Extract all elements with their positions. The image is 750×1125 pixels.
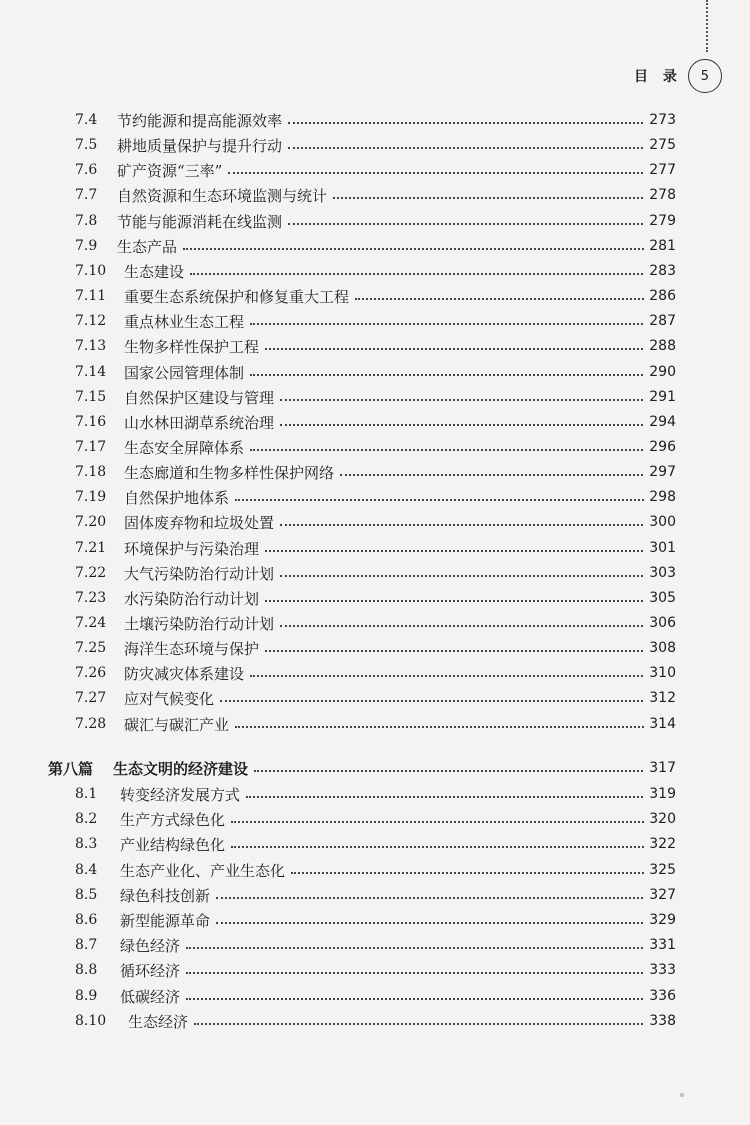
toc-entry[interactable] [0,309,750,333]
toc-entry[interactable] [0,686,750,710]
toc-entry-number: 7.5 [75,137,101,153]
toc-entry-number: 7.28 [75,716,110,732]
toc-entry-page: 306 [645,615,680,631]
toc-entry-title: 自然保护地体系 [124,487,233,508]
part-page: 317 [645,760,680,776]
toc-dot-leader [190,273,655,275]
toc-entry[interactable] [0,908,750,932]
toc-dot-leader [288,147,655,149]
toc-entry-title: 水污染防治行动计划 [124,588,263,609]
toc-entry-page: 277 [645,162,680,178]
toc-dot-leader [280,625,655,627]
toc-entry-title: 生态安全屏障体系 [124,437,248,458]
toc-entry-number: 7.27 [75,690,110,706]
toc-entry-number: 7.10 [75,263,110,279]
toc-entry-title: 耕地质量保护与提升行动 [117,135,286,156]
toc-entry-title: 重要生态系统保护和修复重大工程 [124,286,353,307]
toc-dot-leader [254,770,655,772]
toc-entry-page: 300 [645,514,680,530]
toc-entry-page: 279 [645,213,680,229]
toc-entry-page: 278 [645,187,680,203]
part-label: 第八篇 [48,758,99,779]
toc-entry[interactable] [0,832,750,856]
toc-dot-leader [265,650,655,652]
toc-dot-leader [291,872,655,874]
toc-entry[interactable] [0,858,750,882]
toc-entry-title: 节能与能源消耗在线监测 [117,211,286,232]
toc-entry-number: 7.9 [75,238,101,254]
toc-entry[interactable] [0,334,750,358]
toc-dot-leader [265,348,655,350]
toc-entry-title: 生态产品 [117,236,181,257]
toc-dot-leader [250,323,655,325]
toc-dot-leader [250,675,655,677]
toc-entry-title: 生态产业化、产业生态化 [120,860,289,881]
page-number-badge: 5 [688,59,722,93]
toc-dot-leader [186,998,655,1000]
toc-entry-number: 7.19 [75,489,110,505]
toc-entry-title: 碳汇与碳汇产业 [124,714,233,735]
toc-dot-leader [220,700,655,702]
toc-entry-title: 生产方式绿色化 [120,809,229,830]
part-title: 生态文明的经济建设 [113,758,252,779]
toc-dot-leader [246,796,655,798]
toc-entry-title: 转变经济发展方式 [120,784,244,805]
toc-entry-page: 290 [645,364,680,380]
toc-entry[interactable] [0,984,750,1008]
toc-entry[interactable] [0,958,750,982]
toc-entry-title: 防灾减灾体系建设 [124,663,248,684]
toc-entry-page: 322 [645,836,680,852]
toc-entry-number: 7.23 [75,590,110,606]
toc-entry-page: 338 [645,1013,680,1029]
toc-dot-leader [250,374,655,376]
toc-entry-number: 7.22 [75,565,110,581]
toc-dot-leader [250,449,655,451]
toc-entry[interactable] [0,410,750,434]
toc-entry-page: 305 [645,590,680,606]
header-title: 目 录 [634,69,682,85]
toc-dot-leader [235,499,655,501]
toc-entry[interactable] [0,510,750,534]
toc-dot-leader [231,846,655,848]
toc-entry-page: 319 [645,786,680,802]
toc-entry-number: 7.15 [75,389,110,405]
toc-entry[interactable] [0,1009,750,1033]
toc-entry[interactable] [0,108,750,132]
toc-entry-number: 7.11 [75,288,110,304]
toc-entry[interactable] [0,234,750,258]
toc-entry-title: 土壤污染防治行动计划 [124,613,278,634]
toc-dot-leader [231,821,655,823]
toc-entry-number: 7.12 [75,313,110,329]
toc-entry-page: 275 [645,137,680,153]
toc-entry-title: 生态建设 [124,261,188,282]
toc-dot-leader [186,947,655,949]
toc-entry[interactable] [0,435,750,459]
toc-entry-title: 生态经济 [128,1011,192,1032]
toc-part-heading[interactable] [0,756,750,780]
toc-entry-number: 7.13 [75,338,110,354]
toc-entry-title: 应对气候变化 [124,688,218,709]
toc-dot-leader [355,298,655,300]
toc-entry-title: 固体废弃物和垃圾处置 [124,512,278,533]
toc-entry-number: 8.10 [75,1013,110,1029]
toc-entry-title: 绿色经济 [120,935,184,956]
toc-entry-page: 288 [645,338,680,354]
toc-entry-title: 低碳经济 [120,986,184,1007]
toc-entry-page: 297 [645,464,680,480]
toc-dot-leader [288,223,655,225]
toc-entry-page: 336 [645,988,680,1004]
toc-entry-title: 国家公园管理体制 [124,362,248,383]
toc-entry[interactable] [0,133,750,157]
toc-entry-title: 自然资源和生态环境监测与统计 [117,185,331,206]
toc-entry[interactable] [0,883,750,907]
toc-entry-page: 291 [645,389,680,405]
toc-entry-title: 生物多样性保护工程 [124,336,263,357]
toc-entry[interactable] [0,933,750,957]
toc-entry-page: 308 [645,640,680,656]
toc-entry-title: 节约能源和提高能源效率 [117,110,286,131]
toc-entry-page: 298 [645,489,680,505]
toc-entry-page: 325 [645,862,680,878]
toc-entry-number: 7.7 [75,187,101,203]
toc-entry[interactable] [0,158,750,182]
toc-entry[interactable] [0,460,750,484]
toc-dot-leader [333,197,655,199]
toc-entry-page: 314 [645,716,680,732]
toc-entry-page: 283 [645,263,680,279]
toc-entry[interactable] [0,360,750,384]
toc-dot-leader [186,972,655,974]
toc-entry-page: 303 [645,565,680,581]
toc-entry[interactable] [0,284,750,308]
toc-entry-number: 7.26 [75,665,110,681]
toc-entry-title: 海洋生态环境与保护 [124,638,263,659]
toc-entry-title: 环境保护与污染治理 [124,538,263,559]
toc-entry-page: 320 [645,811,680,827]
toc-entry[interactable] [0,782,750,806]
toc-dot-leader [280,424,655,426]
toc-entry-number: 8.3 [75,836,101,852]
toc-dot-leader [194,1023,655,1025]
toc-dot-leader [183,248,655,250]
toc-entry-number: 8.5 [75,887,101,903]
toc-entry[interactable] [0,807,750,831]
toc-entry-page: 294 [645,414,680,430]
toc-entry[interactable] [0,661,750,685]
toc-entry-title: 绿色科技创新 [120,885,214,906]
toc-entry-page: 312 [645,690,680,706]
toc-entry-number: 7.25 [75,640,110,656]
toc-entry-number: 8.7 [75,937,101,953]
toc-entry-page: 301 [645,540,680,556]
toc-entry-number: 7.16 [75,414,110,430]
toc-entry[interactable] [0,209,750,233]
toc-entry[interactable] [0,183,750,207]
toc-entry-number: 7.17 [75,439,110,455]
toc-entry-title: 循环经济 [120,960,184,981]
toc-entry-number: 8.4 [75,862,101,878]
toc-entry-page: 333 [645,962,680,978]
toc-entry-number: 7.24 [75,615,110,631]
toc-entry-number: 8.2 [75,811,101,827]
toc-entry-page: 310 [645,665,680,681]
toc-entry-number: 8.6 [75,912,101,928]
toc-entry-title: 产业结构绿色化 [120,834,229,855]
toc-dot-leader [228,172,655,174]
toc-dot-leader [216,922,655,924]
toc-entry-title: 自然保护区建设与管理 [124,387,278,408]
toc-entry-page: 329 [645,912,680,928]
toc-entry-number: 8.9 [75,988,101,1004]
toc-entry[interactable] [0,712,750,736]
toc-entry[interactable] [0,561,750,585]
toc-dot-leader [216,897,655,899]
toc-entry[interactable] [0,586,750,610]
toc-dot-leader [280,399,655,401]
toc-dot-leader [265,550,655,552]
toc-entry[interactable] [0,611,750,635]
toc-entry-number: 7.8 [75,213,101,229]
toc-entry-title: 矿产资源“三率” [117,160,226,181]
toc-dot-leader [235,726,655,728]
toc-entry-number: 7.6 [75,162,101,178]
toc-entry-title: 生态廊道和生物多样性保护网络 [124,462,338,483]
toc-entry-page: 296 [645,439,680,455]
toc-entry[interactable] [0,636,750,660]
toc-dot-leader [280,524,655,526]
toc-entry-title: 重点林业生态工程 [124,311,248,332]
toc-dot-leader [340,474,655,476]
toc-entry-number: 7.14 [75,364,110,380]
toc-entry-page: 327 [645,887,680,903]
toc-entry-number: 7.20 [75,514,110,530]
toc-dot-leader [265,600,655,602]
toc-entry-number: 7.21 [75,540,110,556]
toc-entry-number: 7.18 [75,464,110,480]
toc-entry-number: 7.4 [75,112,101,128]
toc-entry[interactable] [0,536,750,560]
toc-dot-leader [280,575,655,577]
toc-entry-page: 286 [645,288,680,304]
toc-entry-number: 8.1 [75,786,101,802]
toc-entry-title: 新型能源革命 [120,910,214,931]
footer-mark [680,1093,684,1097]
toc-entry-page: 287 [645,313,680,329]
toc-dot-leader [288,122,655,124]
toc-entry-title: 山水林田湖草系统治理 [124,412,278,433]
toc-entry-page: 281 [645,238,680,254]
toc-entry[interactable] [0,485,750,509]
toc-entry[interactable] [0,385,750,409]
toc-entry-page: 331 [645,937,680,953]
toc-entry[interactable] [0,259,750,283]
toc-entry-number: 8.8 [75,962,101,978]
toc-entry-page: 273 [645,112,680,128]
toc-entry-title: 大气污染防治行动计划 [124,563,278,584]
